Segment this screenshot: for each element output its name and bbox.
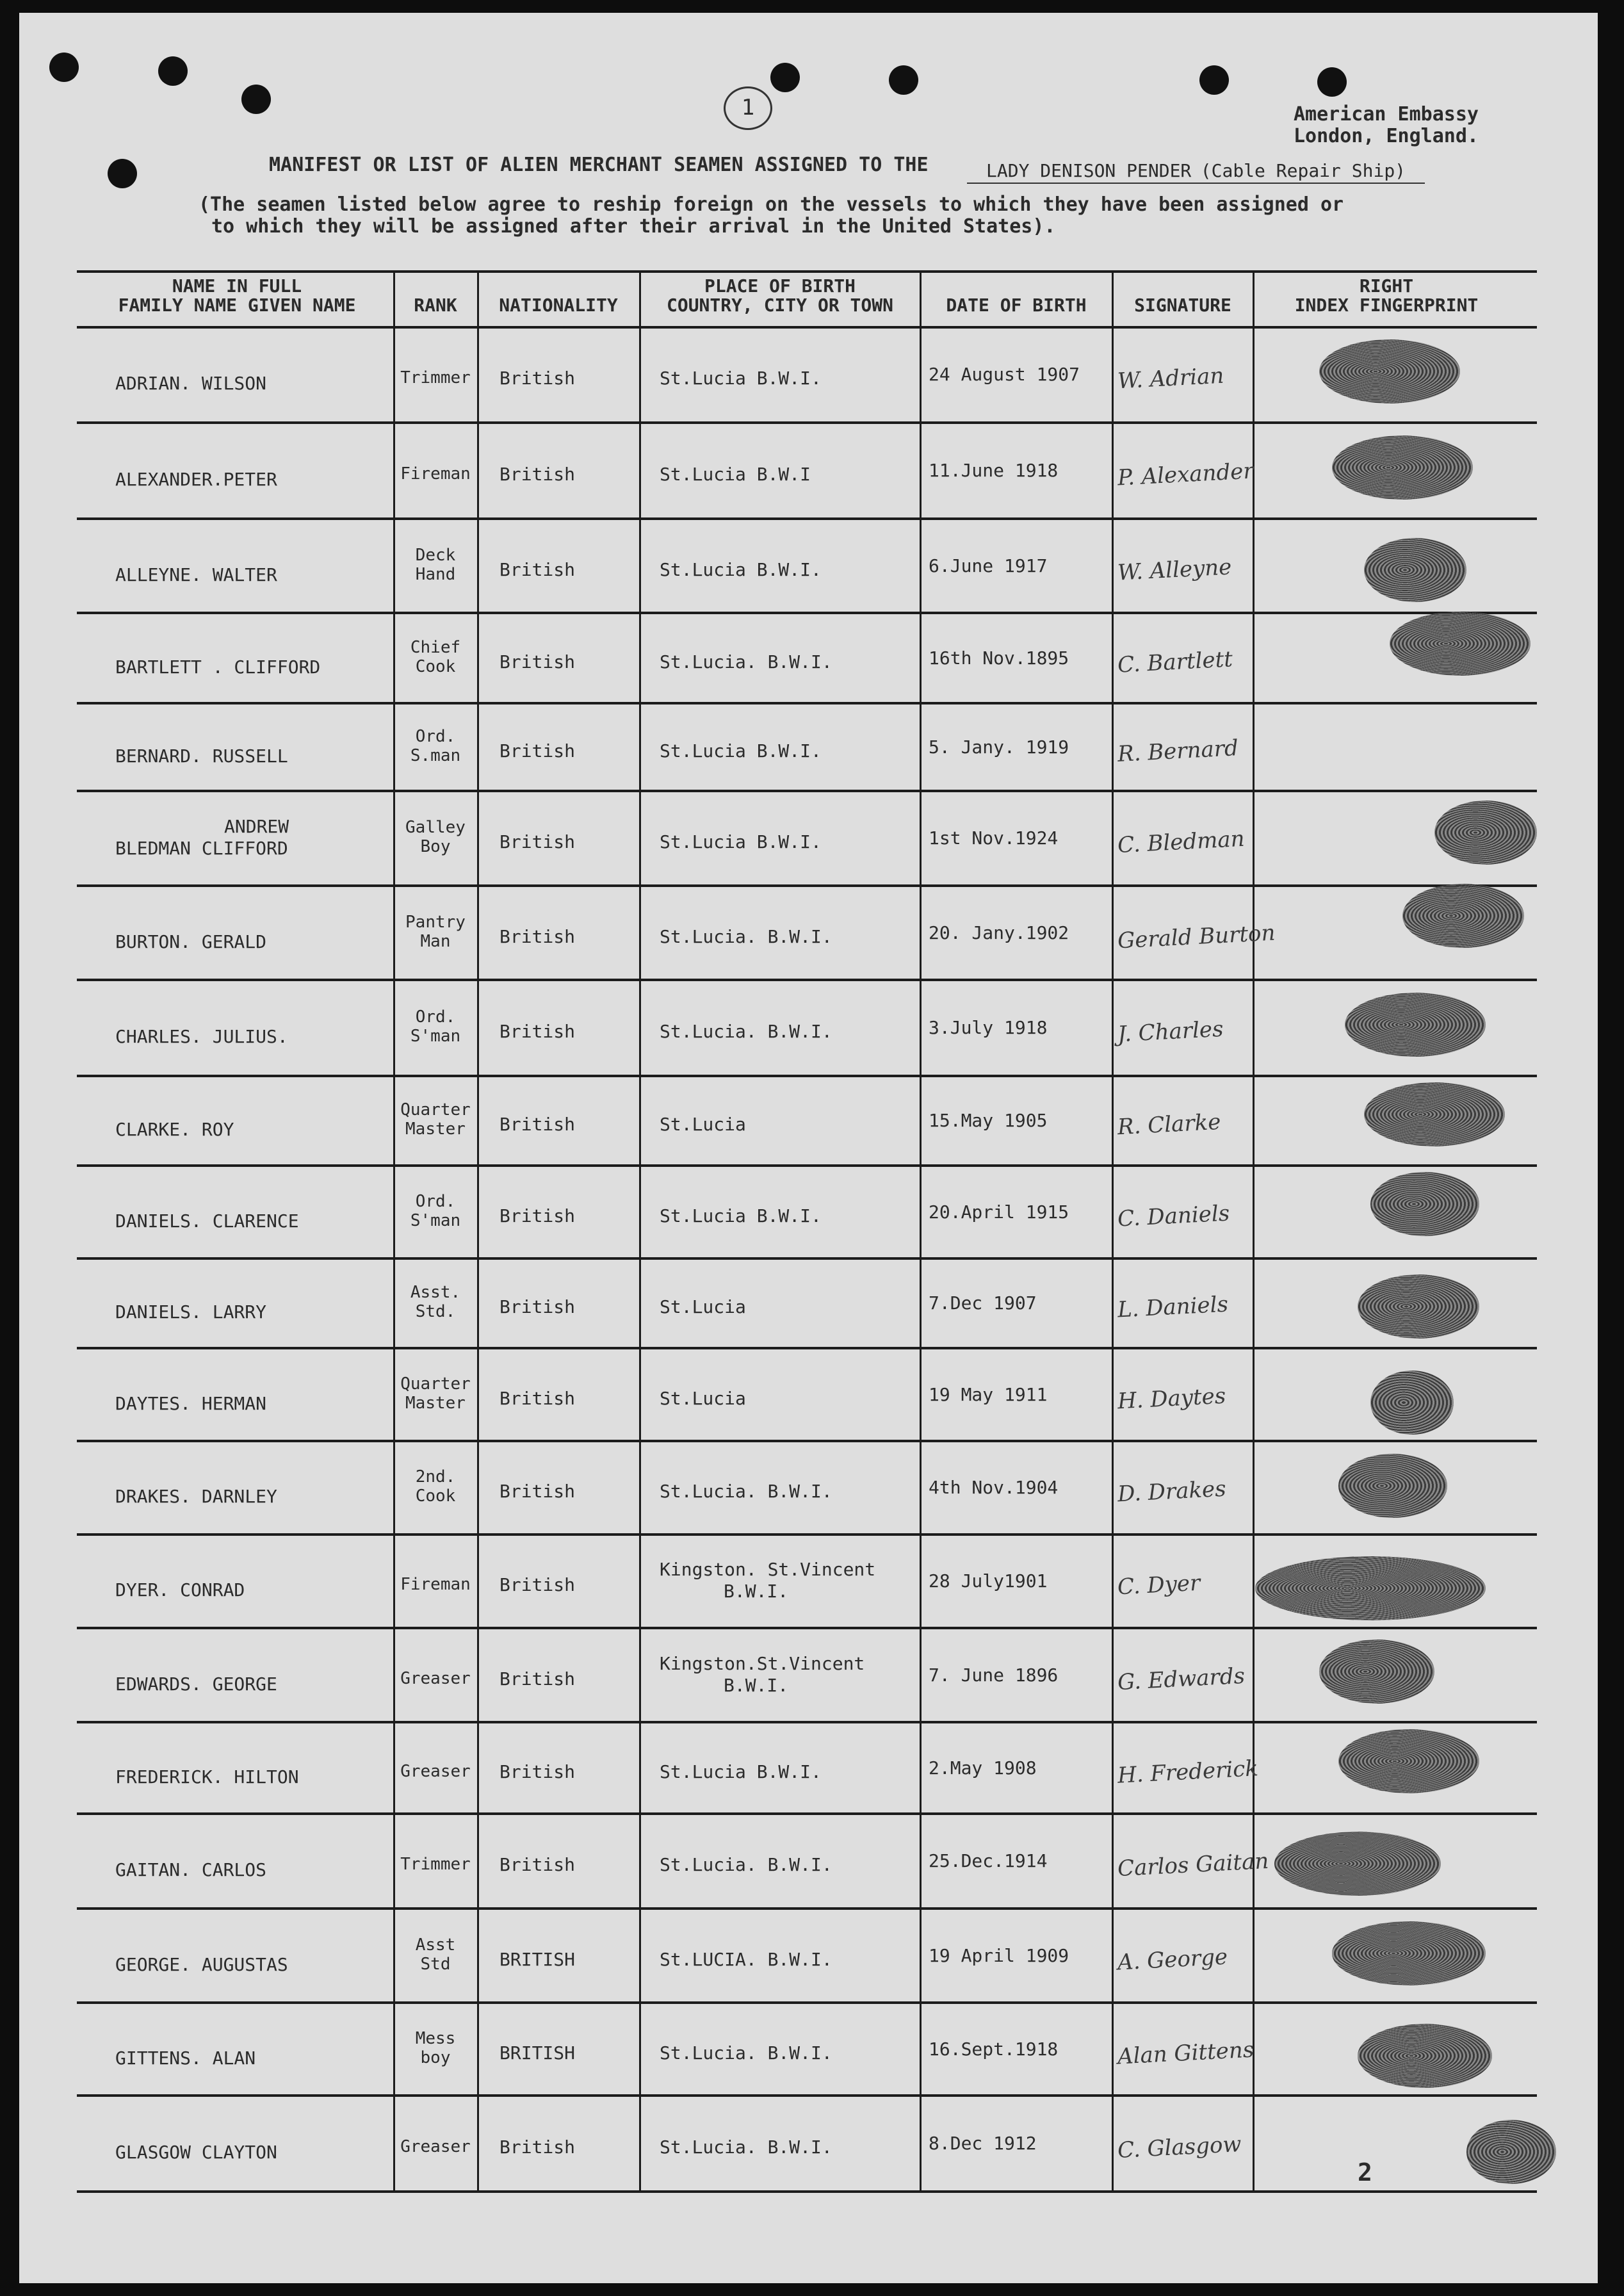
place-of-birth: St.Lucia. B.W.I. [660, 1854, 832, 1875]
column-header-rank: RANK [414, 295, 457, 316]
rank: Ord. [415, 727, 456, 746]
date-of-birth: 5. Jany. 1919 [929, 737, 1069, 758]
family-given-name: CLARKE. ROY [115, 1119, 234, 1140]
fingerprint-image [1338, 1729, 1479, 1793]
row-rule [77, 979, 1537, 981]
signature: R. Bernard [1117, 735, 1239, 767]
nationality: British [499, 1205, 576, 1226]
punch-hole [49, 53, 79, 82]
ship-type: (Cable Repair Ship) [1200, 160, 1406, 181]
signature: J. Charles [1117, 1016, 1224, 1048]
rank: Greaser [400, 1762, 471, 1781]
embassy-line-1: American Embassy [1294, 103, 1479, 126]
signature: H. Daytes [1117, 1383, 1227, 1415]
column-header-name [83, 277, 391, 315]
family-given-name: GLASGOW CLAYTON [115, 2142, 277, 2163]
family-given-name: GAITAN. CARLOS [115, 1859, 267, 1880]
nationality: British [499, 651, 576, 672]
signature: C. Dyer [1117, 1570, 1201, 1600]
date-of-birth: 7. June 1896 [929, 1665, 1059, 1686]
row-rule [77, 2094, 1537, 2097]
rank: Trimmer [400, 368, 471, 387]
row-rule [77, 702, 1537, 704]
place-of-birth: St.LUCIA. B.W.I. [660, 1949, 832, 1970]
place-of-birth: St.Lucia [660, 1296, 746, 1317]
manifest-title: MANIFEST OR LIST OF ALIEN MERCHANT SEAMEN ASSIGNED TO THE [269, 154, 929, 176]
place-of-birth: St.Lucia B.W.I. [660, 1761, 822, 1782]
signature: L. Daniels [1117, 1291, 1229, 1323]
date-of-birth: 7.Dec 1907 [929, 1292, 1037, 1314]
date-of-birth: 3.July 1918 [929, 1017, 1048, 1038]
rank: Fireman [400, 464, 471, 484]
family-given-name: BERNARD. RUSSELL [115, 745, 288, 767]
rank: S.man [410, 746, 461, 765]
place-of-birth: St.Lucia B.W.I. [660, 559, 822, 580]
rank: Master [405, 1394, 466, 1413]
nationality: British [499, 464, 576, 485]
fingerprint-image [1345, 993, 1486, 1057]
row-rule [77, 1075, 1537, 1077]
rank: Cook [415, 1486, 456, 1506]
family-given-name: ALLEYNE. WALTER [115, 564, 277, 585]
column-divider [477, 272, 479, 2193]
nationality: British [499, 1114, 576, 1135]
place-of-birth: St.Lucia B.W.I. [660, 368, 822, 389]
date-of-birth: 15.May 1905 [929, 1110, 1048, 1131]
column-header-signature: SIGNATURE [1134, 295, 1231, 316]
fingerprint-image [1370, 1172, 1479, 1236]
row-rule [77, 1907, 1537, 1910]
signature: C. Bledman [1117, 826, 1246, 859]
date-of-birth: 19 May 1911 [929, 1384, 1048, 1405]
row-rule [77, 1533, 1537, 1536]
nationality: BRITISH [499, 1949, 576, 1970]
nationality: British [499, 559, 576, 580]
place-of-birth: St.Lucia. B.W.I. [660, 2137, 832, 2158]
header-bottom-rule [77, 326, 1537, 329]
place-of-birth: St.Lucia [660, 1388, 746, 1409]
rank: Cook [415, 657, 456, 676]
column-header-fingerprint-top: RIGHT [1359, 275, 1414, 297]
place-of-birth: St.Lucia. B.W.I. [660, 651, 832, 672]
signature: R. Clarke [1117, 1109, 1222, 1141]
row-rule [77, 1812, 1537, 1815]
fingerprint-image [1466, 2120, 1556, 2184]
family-given-name: BLEDMAN CLIFFORD [115, 838, 288, 859]
place-of-birth: B.W.I. [724, 1581, 789, 1602]
row-rule [77, 2190, 1537, 2193]
nationality: British [499, 1481, 576, 1502]
nationality: BRITISH [499, 2042, 576, 2064]
embassy-stamp [1294, 104, 1479, 147]
punch-hole [158, 56, 188, 86]
column-header-name-top: NAME IN FULL [172, 275, 302, 297]
row-rule [77, 884, 1537, 887]
row-rule [77, 421, 1537, 424]
nationality: British [499, 926, 576, 947]
punch-hole [1317, 67, 1347, 97]
agreement-statement [199, 194, 1344, 238]
rank: S'man [410, 1027, 461, 1046]
nationality: British [499, 1296, 576, 1317]
family-given-name: ANDREW [224, 816, 289, 837]
punch-hole [1199, 65, 1229, 95]
date-of-birth: 1st Nov.1924 [929, 827, 1059, 849]
family-given-name: DANIELS. CLARENCE [115, 1210, 299, 1232]
place-of-birth: B.W.I. [724, 1675, 789, 1696]
place-of-birth: St.Lucia. B.W.I. [660, 1021, 832, 1042]
rank: Chief [410, 638, 461, 657]
fingerprint-image [1332, 436, 1473, 500]
row-rule [77, 1721, 1537, 1723]
fingerprint-image [1390, 612, 1531, 676]
column-divider [920, 272, 922, 2193]
row-rule [77, 1257, 1537, 1260]
fingerprint-image [1319, 339, 1460, 403]
signature: C. Bartlett [1117, 646, 1233, 678]
fingerprint-image [1319, 1640, 1434, 1704]
date-of-birth: 28 July1901 [929, 1570, 1048, 1592]
rank: Master [405, 1120, 466, 1139]
signature: Carlos Gaitan [1117, 1848, 1270, 1882]
date-of-birth: 24 August 1907 [929, 364, 1080, 385]
place-of-birth: Kingston.St.Vincent [660, 1653, 865, 1674]
fingerprint-image [1332, 1921, 1486, 1985]
family-given-name: DYER. CONRAD [115, 1579, 245, 1600]
date-of-birth: 2.May 1908 [929, 1757, 1037, 1779]
signature: H. Frederick [1117, 1755, 1259, 1789]
family-given-name: EDWARDS. GEORGE [115, 1673, 277, 1695]
place-of-birth: St.Lucia. B.W.I. [660, 1481, 832, 1502]
date-of-birth: 8.Dec 1912 [929, 2133, 1037, 2154]
embassy-line-2: London, England. [1294, 125, 1479, 147]
rank: Fireman [400, 1575, 471, 1594]
rank: Greaser [400, 1669, 471, 1688]
rank: Mess [415, 2029, 456, 2048]
rank: Asst. [410, 1283, 461, 1302]
place-of-birth: Kingston. St.Vincent [660, 1559, 876, 1580]
row-rule [77, 1627, 1537, 1629]
place-of-birth: St.Lucia B.W.I. [660, 831, 822, 852]
family-given-name: GITTENS. ALAN [115, 2048, 256, 2069]
nationality: British [499, 831, 576, 852]
nationality: British [499, 1854, 576, 1875]
ship-name-field [967, 160, 1425, 184]
rank: Pantry [405, 913, 466, 932]
fingerprint-image [1358, 1274, 1479, 1339]
signature: C. Daniels [1117, 1200, 1231, 1232]
rank: Quarter [400, 1374, 471, 1394]
place-of-birth: St.Lucia [660, 1114, 746, 1135]
page-circle-number: 1 [724, 86, 772, 130]
rank: Ord. [415, 1007, 456, 1027]
family-given-name: BARTLETT . CLIFFORD [115, 656, 321, 678]
nationality: British [499, 1388, 576, 1409]
signature: Alan Gittens [1117, 2037, 1255, 2070]
family-given-name: ADRIAN. WILSON [115, 373, 267, 394]
nationality: British [499, 740, 576, 761]
row-rule [77, 2001, 1537, 2004]
nationality: British [499, 368, 576, 389]
rank: Ord. [415, 1192, 456, 1211]
date-of-birth: 20. Jany.1902 [929, 922, 1069, 943]
column-header-fingerprint-bottom: INDEX FINGERPRINT [1294, 295, 1479, 316]
rank: Greaser [400, 2137, 471, 2156]
rank: Std. [415, 1302, 456, 1321]
rank: Asst [415, 1935, 456, 1955]
family-given-name: DANIELS. LARRY [115, 1301, 267, 1323]
signature: G. Edwards [1117, 1663, 1246, 1696]
column-header-dob: DATE OF BIRTH [946, 295, 1087, 316]
family-given-name: DAYTES. HERMAN [115, 1393, 267, 1414]
family-given-name: FREDERICK. HILTON [115, 1766, 299, 1787]
place-of-birth: St.Lucia. B.W.I. [660, 2042, 832, 2064]
punch-hole [889, 65, 918, 95]
rank: Std [420, 1955, 451, 1974]
column-header-fingerprint [1255, 277, 1518, 315]
fingerprint-image [1255, 1556, 1486, 1620]
rank: Deck [415, 546, 456, 565]
nationality: British [499, 1668, 576, 1689]
rank: Hand [415, 565, 456, 584]
date-of-birth: 16th Nov.1895 [929, 647, 1069, 669]
fingerprint-image [1402, 884, 1524, 948]
signature: Gerald Burton [1117, 920, 1276, 954]
row-rule [77, 790, 1537, 792]
signature: W. Alleyne [1117, 554, 1233, 586]
date-of-birth: 20.April 1915 [929, 1201, 1069, 1223]
row-rule [77, 1347, 1537, 1349]
place-of-birth: St.Lucia B.W.I. [660, 1205, 822, 1226]
row-rule [77, 612, 1537, 614]
punch-hole [108, 159, 137, 188]
row-rule [77, 517, 1537, 520]
rank: Boy [420, 837, 451, 856]
row-rule [77, 1164, 1537, 1167]
fingerprint-image [1370, 1371, 1454, 1435]
date-of-birth: 6.June 1917 [929, 555, 1048, 576]
date-of-birth: 25.Dec.1914 [929, 1850, 1048, 1871]
column-header-birthplace-bottom: COUNTRY, CITY OR TOWN [666, 295, 893, 316]
signature: C. Glasgow [1117, 2131, 1242, 2164]
date-of-birth: 4th Nov.1904 [929, 1477, 1059, 1498]
column-header-birthplace-top: PLACE OF BIRTH [704, 275, 856, 297]
signature: W. Adrian [1117, 362, 1225, 395]
signature: P. Alexander [1117, 458, 1255, 491]
family-given-name: CHARLES. JULIUS. [115, 1026, 288, 1047]
column-divider [639, 272, 641, 2193]
punch-hole [241, 85, 271, 114]
signature: D. Drakes [1117, 1476, 1227, 1508]
fingerprint-image [1434, 801, 1537, 865]
column-header-birthplace [642, 277, 918, 315]
place-of-birth: St.Lucia B.W.I [660, 464, 811, 485]
fingerprint-image [1274, 1832, 1441, 1896]
column-divider [1253, 272, 1255, 2193]
rank: Man [420, 932, 451, 951]
rank: Trimmer [400, 1855, 471, 1874]
date-of-birth: 16.Sept.1918 [929, 2039, 1059, 2060]
rank: 2nd. [415, 1467, 456, 1486]
row-rule [77, 1440, 1537, 1442]
nationality: British [499, 1761, 576, 1782]
fingerprint-image [1364, 538, 1466, 602]
ship-name: LADY DENISON PENDER [986, 160, 1192, 181]
agreement-line-2: to which they will be assigned after their arrival in the United States). [211, 215, 1056, 238]
fingerprint-image [1358, 2024, 1492, 2088]
family-given-name: BURTON. GERALD [115, 931, 267, 952]
signature: A. George [1117, 1944, 1228, 1976]
page-number: 2 [1358, 2158, 1372, 2186]
fingerprint-image [1338, 1454, 1447, 1518]
punch-hole [770, 63, 800, 92]
rank: S'man [410, 1211, 461, 1230]
rank: Quarter [400, 1100, 471, 1120]
date-of-birth: 19 April 1909 [929, 1945, 1069, 1966]
family-given-name: DRAKES. DARNLEY [115, 1486, 277, 1507]
column-divider [1112, 272, 1114, 2193]
place-of-birth: St.Lucia B.W.I. [660, 740, 822, 761]
rank: Galley [405, 818, 466, 837]
agreement-line-1: (The seamen listed below agree to reship foreign on the vessels to which they have been assigned or [199, 193, 1344, 216]
family-given-name: GEORGE. AUGUSTAS [115, 1954, 288, 1975]
column-header-nationality: NATIONALITY [499, 295, 618, 316]
nationality: British [499, 1574, 576, 1595]
family-given-name: ALEXANDER.PETER [115, 469, 277, 490]
date-of-birth: 11.June 1918 [929, 460, 1059, 481]
nationality: British [499, 1021, 576, 1042]
place-of-birth: St.Lucia. B.W.I. [660, 926, 832, 947]
column-header-name-bottom: FAMILY NAME GIVEN NAME [118, 295, 356, 316]
table-top-rule [77, 270, 1537, 273]
nationality: British [499, 2137, 576, 2158]
fingerprint-image [1364, 1082, 1505, 1146]
rank: boy [420, 2048, 451, 2067]
